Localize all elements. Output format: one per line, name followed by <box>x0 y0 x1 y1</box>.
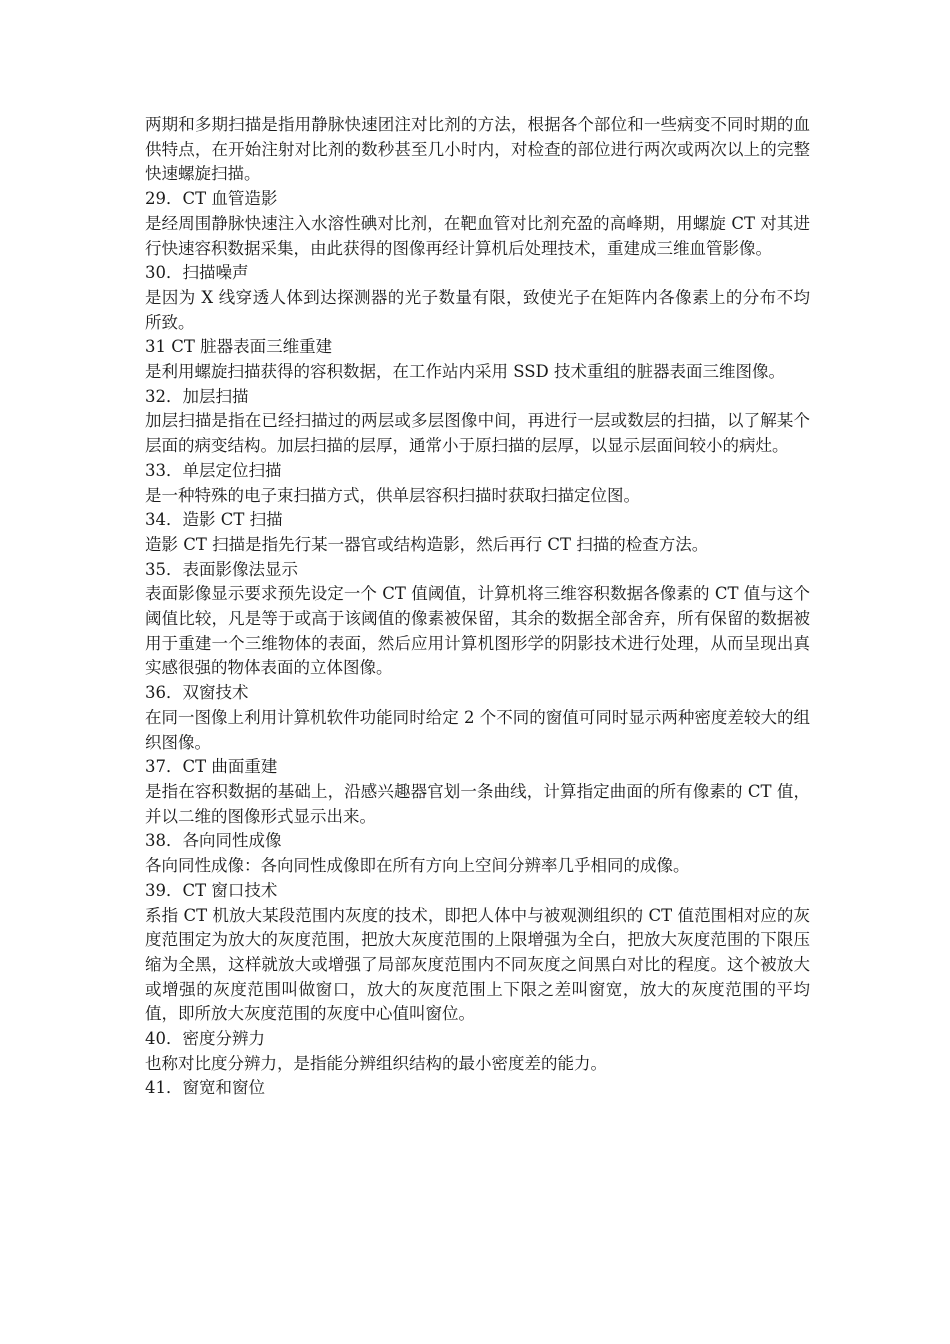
paragraph-isotropic-imaging: 各向同性成像：各向同性成像即在所有方向上空间分辨率几乎相同的成像。 <box>145 856 690 876</box>
paragraph-window-technique: 系指 CT 机放大某段范围内灰度的技术，即把人体中与被观测组织的 CT 值范围相对应的灰度范围定为放大的灰度范围，把放大灰度范围的上限增强为全白，把放大灰度范围的下限压缩为全黑，这样就放大或增强了局部灰度范围内不同灰度之间黑白对比的程度。这个被放大或增强的灰度范围叫做窗口，放大的灰度范围上下限之差叫窗宽，放大的灰度范围的平均值，即所放大灰度范围的灰度中心值叫窗位。 <box>145 905 810 1024</box>
paragraph-scan-noise: 是因为 X 线穿透人体到达探测器的光子数量有限，致使光子在矩阵内各像素上的分布不均所致。 <box>145 287 810 332</box>
document-body <box>145 113 810 1101</box>
heading-organ-surface-3d: 31 CT 脏器表面三维重建 <box>145 337 333 357</box>
heading-ct-angiography: 29．CT 血管造影 <box>145 189 278 209</box>
paragraph-surface-shaded-display: 表面影像显示要求预先设定一个 CT 值阈值，计算机将三维容积数据各像素的 CT 值与这个阈值比较，凡是等于或高于该阈值的像素被保留，其余的数据全部舍弃，所有保留的数据被用于重建一个三维物体的表面，然后应用计算机图形学的阴影技术进行处理，从而呈现出真实感很强的物体表面的立体图像。 <box>145 584 810 678</box>
paragraph-single-layer-localization: 是一种特殊的电子束扫描方式，供单层容积扫描时获取扫描定位图。 <box>145 485 640 505</box>
heading-density-resolution: 40．密度分辨力 <box>145 1029 265 1049</box>
paragraph-dual-window: 在同一图像上利用计算机软件功能同时给定 2 个不同的窗值可同时显示两种密度差较大的组织图像。 <box>145 707 810 752</box>
heading-surface-shaded-display: 35．表面影像法显示 <box>145 559 298 579</box>
paragraph-additional-layer-scan: 加层扫描是指在已经扫描过的两层或多层图像中间，再进行一层或数层的扫描，以了解某个层面的病变结构。加层扫描的层厚，通常小于原扫描的层厚，以显示层面间较小的病灶。 <box>145 411 810 456</box>
heading-scan-noise: 30．扫描噪声 <box>145 263 249 283</box>
heading-dual-window: 36．双窗技术 <box>145 683 249 703</box>
paragraph-ct-angiography: 是经周围静脉快速注入水溶性碘对比剂，在靶血管对比剂充盈的高峰期，用螺旋 CT 对其进行快速容积数据采集，由此获得的图像再经计算机后处理技术，重建成三维血管影像。 <box>145 213 810 258</box>
paragraph-organ-surface-3d: 是利用螺旋扫描获得的容积数据，在工作站内采用 SSD 技术重组的脏器表面三维图像。 <box>145 362 786 382</box>
heading-window-technique: 39．CT 窗口技术 <box>145 880 278 900</box>
paragraph-dual-phase-scan: 两期和多期扫描是指用静脉快速团注对比剂的方法，根据各个部位和一些病变不同时期的血供特点，在开始注射对比剂的数秒甚至几小时内，对检查的部位进行两次或两次以上的完整快速螺旋扫描。 <box>145 115 810 184</box>
heading-window-width-level: 41．窗宽和窗位 <box>145 1078 265 1098</box>
paragraph-contrast-ct-scan: 造影 CT 扫描是指先行某一器官或结构造影，然后再行 CT 扫描的检查方法。 <box>145 534 709 554</box>
paragraph-curved-reconstruction: 是指在容积数据的基础上，沿感兴趣器官划一条曲线，计算指定曲面的所有像素的 CT 值，并以二维的图像形式显示出来。 <box>145 781 810 826</box>
heading-contrast-ct-scan: 34．造影 CT 扫描 <box>145 510 283 530</box>
heading-single-layer-localization: 33．单层定位扫描 <box>145 460 282 480</box>
heading-isotropic-imaging: 38．各向同性成像 <box>145 831 282 851</box>
heading-additional-layer-scan: 32．加层扫描 <box>145 386 249 406</box>
paragraph-density-resolution: 也称对比度分辨力，是指能分辨组织结构的最小密度差的能力。 <box>145 1053 607 1073</box>
heading-curved-reconstruction: 37．CT 曲面重建 <box>145 757 278 777</box>
